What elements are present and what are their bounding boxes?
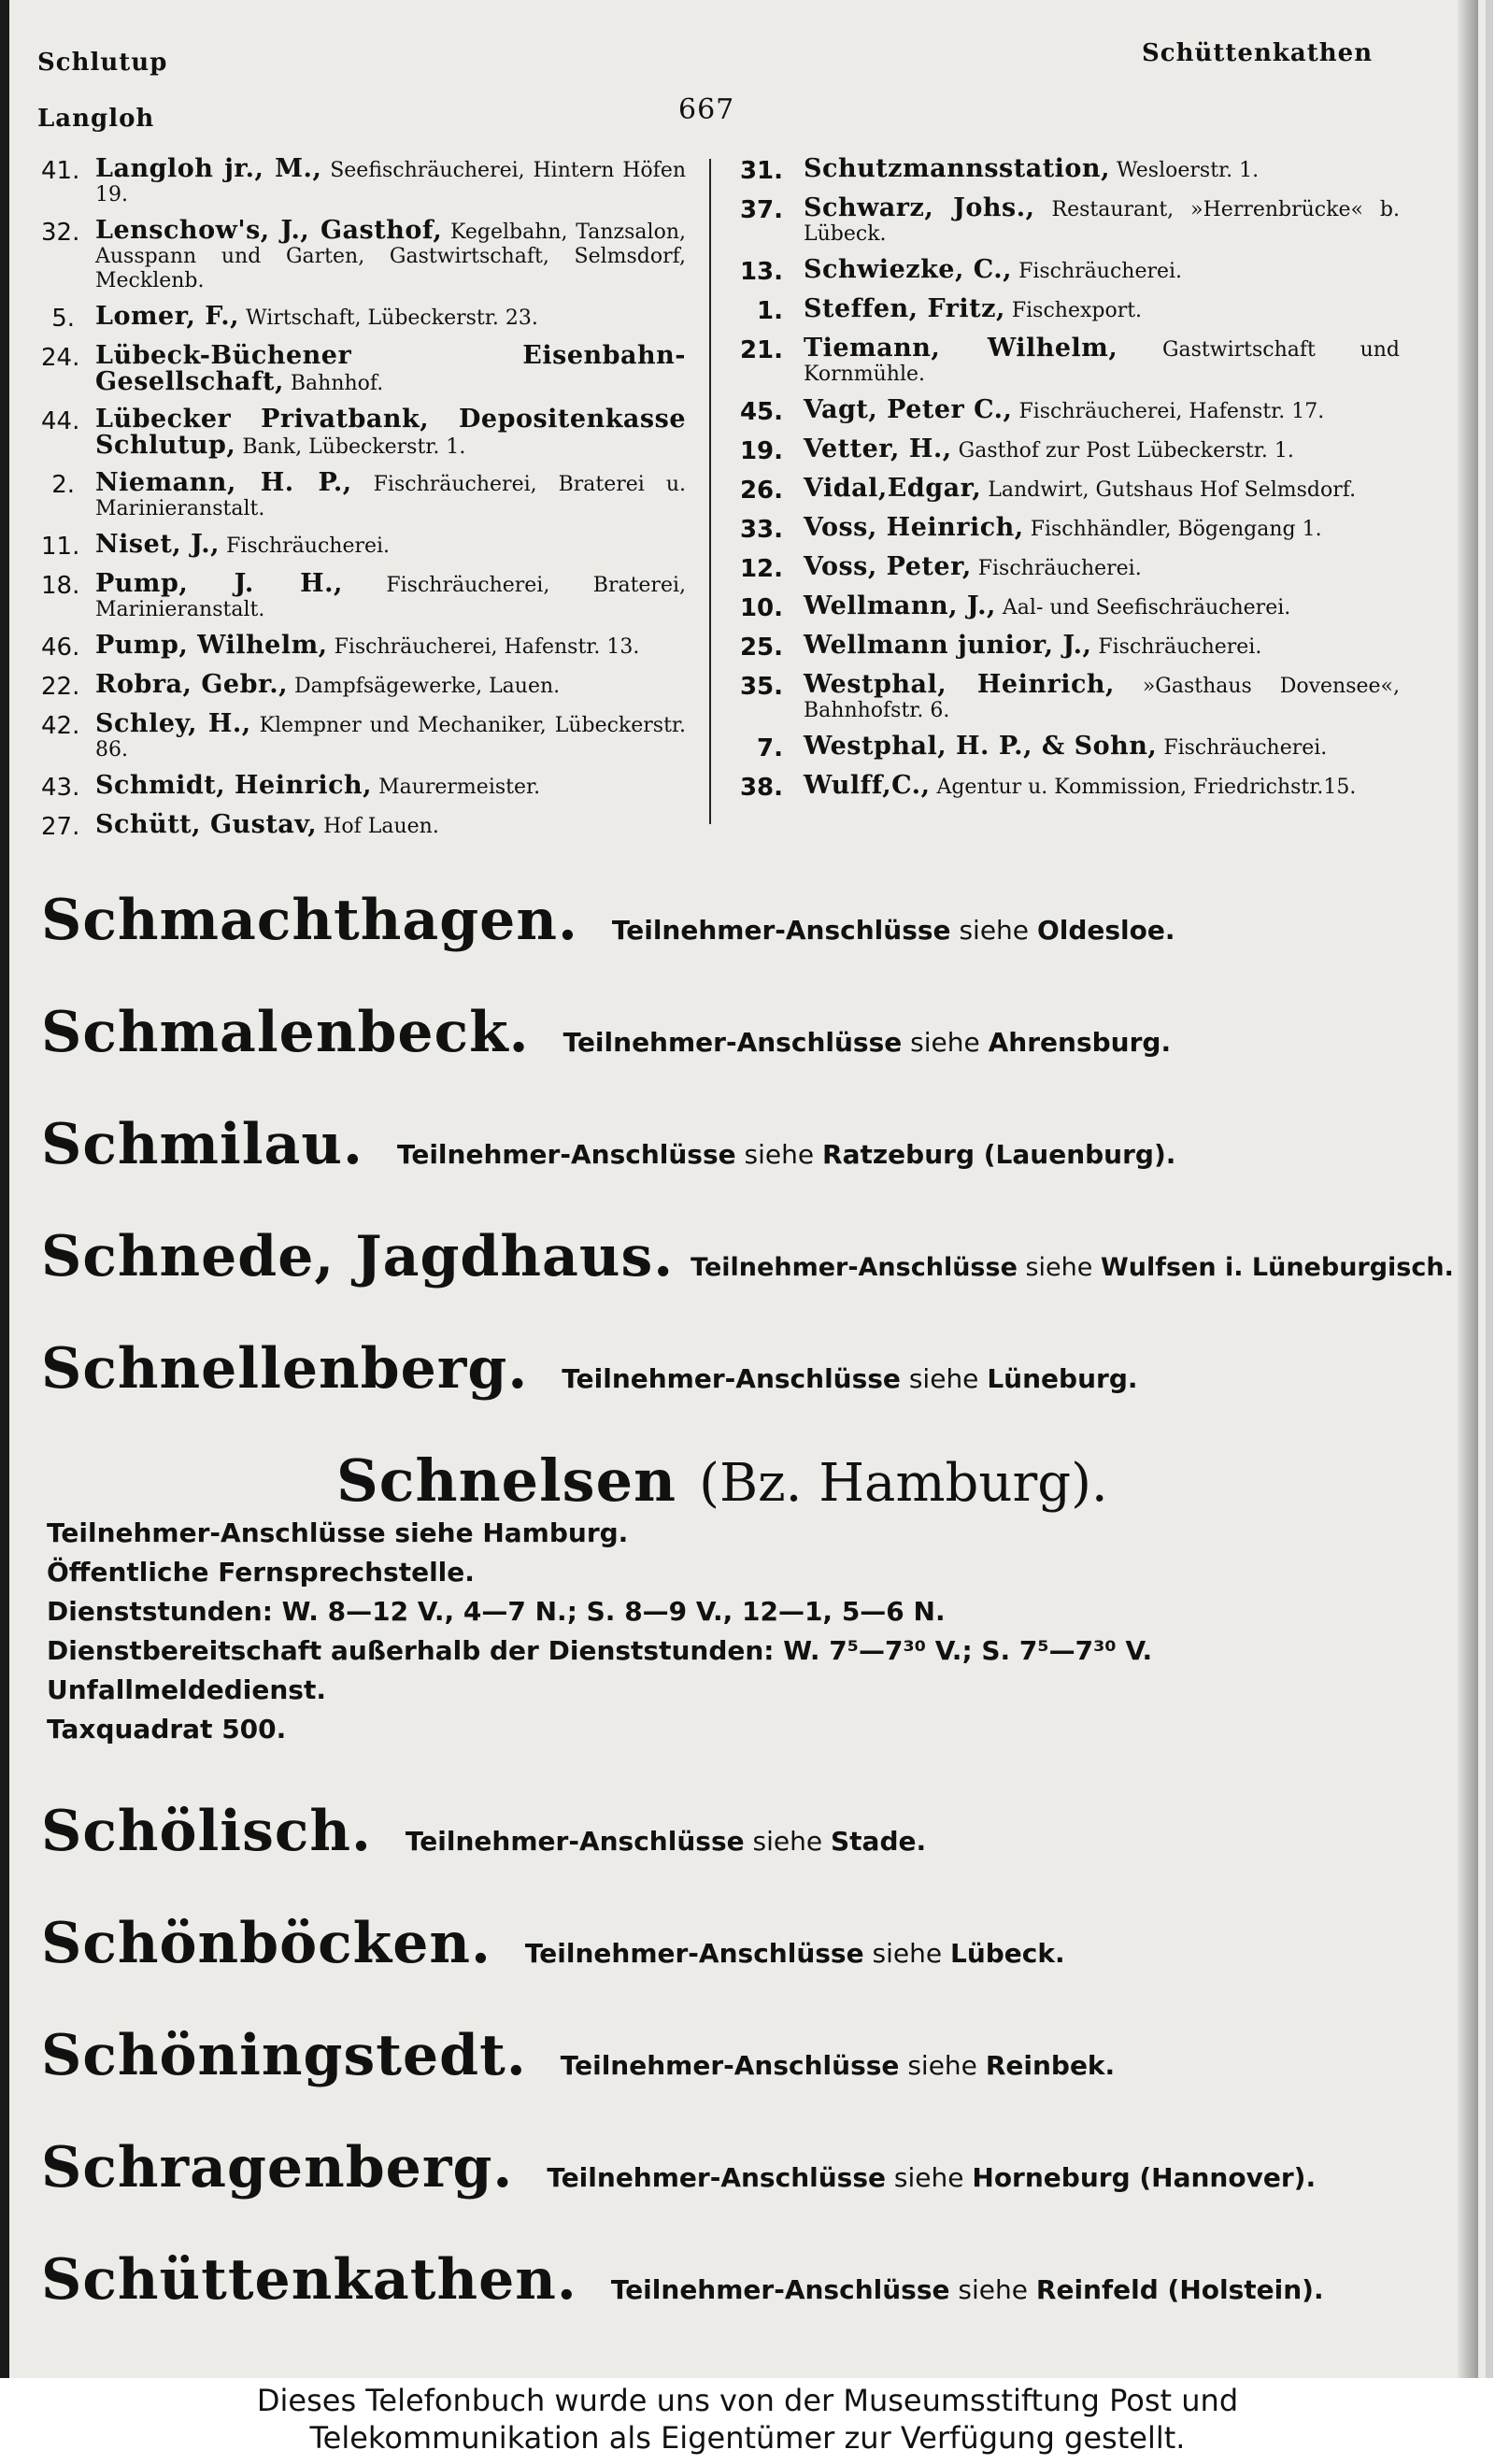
place-name: Schnellenberg. (41, 1336, 529, 1402)
entry-number: 13. (739, 258, 783, 286)
place-district: (Bz. Hamburg). (699, 1453, 1108, 1514)
place-label: Teilnehmer-Anschlüsse (547, 2162, 886, 2193)
place-name: Schölisch. (41, 1799, 372, 1864)
place-siehe: siehe (752, 1826, 823, 1857)
detail-line: Öffentliche Fernsprechstelle. (47, 1557, 475, 1588)
entry-name: Lenschow's, J., Gasthof, (95, 216, 443, 245)
place-siehe: siehe (1025, 1253, 1093, 1282)
entry-details: Bank, Lübeckerstr. 1. (235, 435, 466, 459)
entry-name: Wellmann, J., (804, 591, 996, 620)
entry-name: Robra, Gebr., (95, 670, 289, 699)
entry-name: Langloh jr., M., (95, 154, 322, 183)
list-item (41, 530, 686, 561)
entry-name: Vetter, H., (804, 434, 952, 463)
entry-details: Bahnhof. (283, 372, 384, 395)
list-item (41, 670, 686, 701)
entry-details: Fischräucherei. (1091, 635, 1262, 659)
entry-details: Klempner und Mechaniker, Lübeckerstr. 86. (95, 714, 686, 762)
entry-name: Niemann, H. P., (95, 468, 352, 497)
entry-details: Seefischräucherei, Hintern Höfen 19. (95, 159, 687, 207)
place-siehe: siehe (872, 1938, 943, 1969)
place-entry (41, 1000, 1171, 1065)
list-item (41, 771, 686, 802)
entry-details: Fischräucherei. (971, 557, 1142, 580)
entry-name: Tiemann, Wilhelm, (804, 334, 1118, 363)
left-entry-column (41, 154, 687, 852)
entry-name: Voss, Peter, (804, 552, 972, 581)
entry-name: Schütt, Gustav, (95, 810, 318, 839)
detail-line: Teilnehmer-Anschlüsse siehe Hamburg. (47, 1517, 629, 1548)
list-item (41, 810, 686, 841)
entry-details: Landwirt, Gutshaus Hof Selmsdorf. (981, 478, 1357, 502)
entry-number: 21. (739, 336, 783, 364)
entry-details: »Gasthaus Dovensee«, Bahnhofstr. 6. (804, 675, 1401, 722)
detail-line: Dienstbereitschaft außerhalb der Dienststunden: W. 7⁵—7³⁰ V.; S. 7⁵—7³⁰ V. (47, 1635, 1153, 1666)
place-label: Teilnehmer-Anschlüsse (524, 1938, 864, 1969)
list-item (41, 154, 687, 207)
list-item (736, 336, 1400, 387)
list-item (736, 552, 1400, 583)
list-item (41, 302, 686, 333)
list-item (41, 709, 686, 762)
list-item (736, 670, 1401, 723)
list-item (41, 631, 686, 662)
header-range-start-entry: Langloh (37, 105, 155, 133)
entry-number: 37. (739, 196, 783, 224)
entry-details: Gasthof zur Post Lübeckerstr. 1. (951, 439, 1294, 463)
list-item (41, 341, 686, 396)
list-item (736, 591, 1400, 622)
entry-number: 2. (51, 471, 75, 499)
entry-details: Wesloerstr. 1. (1109, 159, 1260, 182)
place-label: Teilnehmer-Anschlüsse (611, 915, 951, 946)
column-divider (709, 159, 711, 824)
place-siehe: siehe (744, 1139, 815, 1170)
entry-details: Fischräucherei. (1157, 736, 1328, 760)
entry-name: Niset, J., (95, 530, 221, 559)
entry-name: Westphal, H. P., & Sohn, (804, 732, 1158, 761)
entry-details: Dampfsägewerke, Lauen. (288, 675, 561, 698)
place-siehe: siehe (907, 2050, 977, 2081)
place-name: Schönböcken. (41, 1911, 491, 1976)
place-name: Schmachthagen. (41, 888, 578, 953)
entry-name: Vagt, Peter C., (804, 395, 1013, 424)
entry-details: Kegelbahn, Tanzsalon, Ausspann und Garten, Gastwirtschaft, Selmsdorf, Mecklenb. (95, 221, 686, 292)
place-name: Schüttenkathen. (41, 2247, 577, 2313)
footer-line: Telekommunikation als Eigentümer zur Verfügung gestellt. (309, 2420, 1186, 2456)
entry-name: Schwarz, Johs., (804, 193, 1035, 222)
place-entry (41, 1911, 1065, 1976)
place-label: Teilnehmer-Anschlüsse (560, 2050, 900, 2081)
entry-number: 18. (41, 572, 80, 600)
entry-number: 27. (41, 813, 80, 841)
entry-number: 43. (41, 774, 80, 802)
detail-line: Unfallmeldedienst. (47, 1674, 326, 1705)
place-name: Schnelsen (336, 1446, 677, 1515)
entry-number: 25. (739, 634, 783, 662)
page-binding-edge (0, 0, 9, 2378)
entry-number: 33. (739, 516, 783, 544)
list-item (736, 154, 1400, 185)
header-range-end: Schüttenkathen (1142, 39, 1374, 67)
entry-name: Westphal, Heinrich, (804, 670, 1115, 699)
entry-name: Pump, J. H., (95, 569, 343, 598)
detail-line: Taxquadrat 500. (47, 1714, 287, 1745)
entry-name: Steffen, Fritz, (804, 294, 1005, 323)
place-name: Schragenberg. (41, 2135, 514, 2201)
entry-number: 31. (739, 157, 783, 185)
list-item (736, 434, 1400, 465)
place-entry (41, 1336, 1138, 1402)
list-item (41, 569, 686, 622)
entry-number: 42. (41, 712, 80, 740)
entry-number: 19. (739, 437, 783, 465)
right-entry-column (736, 154, 1401, 813)
place-target: Ahrensburg. (988, 1027, 1172, 1058)
place-label: Teilnehmer-Anschlüsse (396, 1139, 736, 1170)
list-item (41, 468, 686, 521)
entry-number: 1. (757, 297, 783, 325)
page-number: 667 (678, 93, 735, 126)
list-item (736, 193, 1400, 247)
entry-details: Fischräucherei. (220, 534, 391, 558)
schnelsen-heading (336, 1446, 1108, 1515)
entry-details: Fischräucherei, Hafenstr. 17. (1012, 400, 1325, 423)
entry-details: Fischräucherei, Braterei u. Marinieranstalt. (95, 473, 686, 520)
place-label: Teilnehmer-Anschlüsse (562, 1363, 901, 1394)
place-entry (41, 1112, 1175, 1177)
footer-line: Dieses Telefonbuch wurde uns von der Museumsstiftung Post und (256, 2383, 1239, 2418)
provenance-footer (0, 2378, 1495, 2464)
entry-details: Fischräucherei, Hafenstr. 13. (327, 635, 640, 659)
list-item (736, 513, 1400, 544)
entry-number: 38. (739, 774, 783, 802)
list-item (736, 294, 1400, 325)
entry-name: Schley, H., (95, 709, 251, 738)
entry-name: Wulff,C., (804, 771, 931, 800)
entry-number: 5. (51, 305, 75, 333)
entry-details: Hof Lauen. (317, 815, 439, 838)
place-label: Teilnehmer-Anschlüsse (610, 2274, 950, 2305)
place-target: Oldesloe. (1036, 915, 1175, 946)
place-entry (41, 2247, 1324, 2313)
list-item (736, 771, 1400, 802)
schnelsen-details (47, 1514, 1152, 1749)
entry-details: Wirtschaft, Lübeckerstr. 23. (239, 306, 538, 330)
list-item (41, 407, 686, 460)
entry-name: Voss, Heinrich, (804, 513, 1024, 542)
place-siehe: siehe (893, 2162, 964, 2193)
entry-number: 46. (41, 634, 80, 662)
place-target: Reinbek. (985, 2050, 1116, 2081)
entry-details: Fischhändler, Bögengang 1. (1023, 518, 1322, 541)
page-edge-shadow (1458, 0, 1478, 2378)
entry-number: 11. (41, 533, 80, 561)
list-item (736, 474, 1400, 505)
entry-name: Pump, Wilhelm, (95, 631, 328, 660)
entry-details: Fischräucherei, Braterei, Marinieranstalt. (95, 574, 686, 621)
list-item (736, 395, 1400, 426)
entry-number: 12. (739, 555, 783, 583)
place-target: Reinfeld (Holstein). (1035, 2274, 1324, 2305)
place-entry (41, 1224, 1454, 1289)
entry-number: 41. (41, 157, 80, 185)
place-name: Schöningstedt. (41, 2023, 527, 2088)
place-target: Lübeck. (949, 1938, 1065, 1969)
place-siehe: siehe (958, 2274, 1028, 2305)
place-target: Stade. (831, 1826, 927, 1857)
entry-number: 32. (41, 219, 80, 247)
entry-number: 35. (739, 673, 783, 701)
entry-name: Lomer, F., (95, 302, 240, 331)
place-name: Schnede, Jagdhaus. (41, 1224, 675, 1289)
place-target: Horneburg (Hannover). (972, 2162, 1317, 2193)
place-siehe: siehe (959, 915, 1030, 946)
place-siehe: siehe (908, 1363, 979, 1394)
entry-number: 26. (739, 477, 783, 505)
list-item (736, 734, 1400, 762)
place-siehe: siehe (910, 1027, 980, 1058)
entry-number: 44. (41, 407, 80, 435)
place-target: Lüneburg. (987, 1363, 1138, 1394)
place-entry (41, 1799, 926, 1864)
entry-name: Schutzmannsstation, (804, 154, 1110, 183)
place-label: Teilnehmer-Anschlüsse (562, 1027, 903, 1058)
list-item (736, 631, 1400, 662)
entry-details: Fischexport. (1004, 299, 1143, 322)
entry-name: Schwiezke, C., (804, 255, 1013, 284)
entry-details: Maurermeister. (372, 776, 541, 799)
entry-details: Aal- und Seefischräucherei. (995, 596, 1291, 620)
entry-number: 10. (739, 594, 783, 622)
detail-line: Dienststunden: W. 8—12 V., 4—7 N.; S. 8—9 V., 12—1, 5—6 N. (47, 1596, 946, 1627)
entry-name: Wellmann junior, J., (804, 631, 1092, 660)
place-entry (41, 2135, 1316, 2201)
entry-number: 24. (41, 344, 80, 372)
place-target: Wulfsen i. Lüneburgisch. (1100, 1253, 1454, 1282)
place-entry (41, 2023, 1115, 2088)
place-name: Schmalenbeck. (41, 1000, 530, 1065)
place-label: Teilnehmer-Anschlüsse (405, 1826, 745, 1857)
entry-name: Vidal,Edgar, (804, 474, 982, 503)
entry-number: 7. (757, 734, 783, 762)
place-label: Teilnehmer-Anschlüsse (691, 1253, 1018, 1282)
place-entry (41, 888, 1175, 953)
place-name: Schmilau. (41, 1112, 363, 1177)
entry-details: Fischräucherei. (1012, 260, 1183, 283)
entry-details: Agentur u. Kommission, Friedrichstr.15. (930, 776, 1357, 799)
header-range-start: Schlutup (37, 49, 168, 77)
place-target: Ratzeburg (Lauenburg). (822, 1139, 1176, 1170)
entry-number: 22. (41, 673, 80, 701)
entry-number: 45. (739, 398, 783, 426)
entry-details: Restaurant, »Herrenbrücke« b. Lübeck. (804, 198, 1400, 246)
list-item (41, 216, 686, 293)
entry-name: Schmidt, Heinrich, (95, 771, 373, 800)
entry-name: Lübecker Privatbank, Depositenkasse Schlutup, (95, 405, 686, 460)
list-item (736, 255, 1400, 286)
entry-name: Lübeck-Büchener Eisenbahn-Gesellschaft, (95, 341, 686, 396)
entry-details: Gastwirtschaft und Kornmühle. (804, 338, 1400, 386)
